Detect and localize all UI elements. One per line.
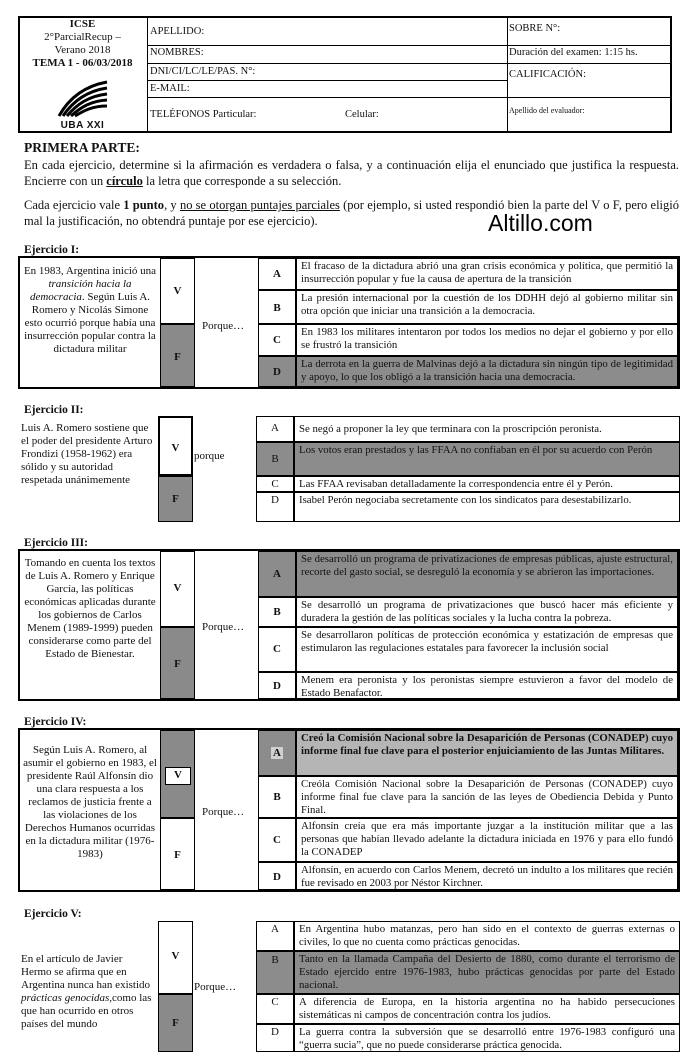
exercise-4-option-d-letter[interactable]: D bbox=[258, 862, 296, 890]
duracion-label: Duración del examen: 1:15 hs. bbox=[509, 47, 638, 58]
exercise-4-option-a-letter[interactable]: A bbox=[258, 730, 296, 776]
exercise-2-statement: Luis A. Romero sostiene que el poder del presidente Arturo Frondizi (1958-1962) era sólido y su autoridad respetada unánimemente bbox=[21, 422, 153, 486]
exercise-1-option-b-text: La presión internacional por la cuestión de los DDHH dejó al gobierno militar sin otra opción que iniciar una transición a la democracia. bbox=[296, 290, 678, 324]
exercise-1-statement: En 1983, Argentina inició una transición hacia la democracia. Según Luis A. Romero y Nicolás Simone esto ocurrió porque había una insurrección popular contra la dictadura militar bbox=[23, 265, 157, 355]
nombres-field[interactable]: NOMBRES: bbox=[150, 47, 204, 58]
exercise-2-porque: porque bbox=[194, 450, 225, 462]
exercise-5-option-b-letter[interactable]: B bbox=[256, 951, 294, 994]
exercise-3-option-a-letter[interactable]: A bbox=[258, 551, 296, 597]
exercise-5-porque: Porque… bbox=[194, 981, 237, 993]
exercise-5 bbox=[18, 921, 680, 1055]
exercise-3-statement: Tomando en cuenta los textos de Luis A. Romero y Enrique García, las políticas económicas aplicadas durante los gobiernos de Carlos Menem (1989-1999) pueden considerarse como parte del Estado de Bienestar. bbox=[24, 557, 156, 660]
exercise-5-option-b-text: Tanto en la llamada Campaña del Desierto de 1880, como durante el terrorismo de Estado ejercido entre 1976-1983, hubo prácticas genocidas por parte del Estado nacional. bbox=[294, 951, 680, 994]
exercise-5-option-c-text: A diferencia de Europa, en la historia argentina no ha habido persecuciones sistemáticas ni campos de concentración contra los judíos. bbox=[294, 994, 680, 1024]
exercise-2-title: Ejercicio II: bbox=[24, 404, 84, 416]
exercise-4-option-a-text: Creó la Comisión Nacional sobre la Desaparición de Personas (CONADEP) cuyo informe final fue clave para el posterior enjuiciamiento de las Juntas Militares. bbox=[296, 730, 678, 776]
exercise-1-option-c-letter[interactable]: C bbox=[258, 324, 296, 356]
exercise-5-title: Ejercicio V: bbox=[24, 908, 82, 920]
logo-text: UBA XXI bbox=[60, 120, 105, 131]
exercise-1-option-d-text: La derrota en la guerra de Malvinas dejó a la dictadura sin ningún tipo de legitimidad y apoyo, lo que los obligó a la transición hacia una democracia. bbox=[296, 356, 678, 387]
exercise-3-option-b-letter[interactable]: B bbox=[258, 597, 296, 627]
instructions-paragraph-1: En cada ejercicio, determine si la afirmación es verdadera o falsa, y a continuación elija el enunciado que justifica la respuesta. Encierre con un círculo la letra que corresponde a su selección. bbox=[24, 158, 679, 188]
celular-field[interactable]: Celular: bbox=[345, 109, 379, 120]
calificacion-field[interactable]: CALIFICACIÓN: bbox=[509, 69, 587, 80]
exercise-1-false-option[interactable]: F bbox=[160, 324, 195, 387]
exercise-1-option-a-letter[interactable]: A bbox=[258, 258, 296, 290]
email-field[interactable]: E-MAIL: bbox=[150, 83, 190, 94]
exercise-4-title: Ejercicio IV: bbox=[24, 716, 87, 728]
logo-box bbox=[18, 16, 148, 133]
exercise-3-title: Ejercicio III: bbox=[24, 537, 88, 549]
exercise-5-true-option[interactable]: V bbox=[158, 921, 193, 994]
exercise-1-true-option[interactable]: V bbox=[160, 258, 195, 324]
exercise-2-option-b-letter[interactable]: B bbox=[256, 442, 294, 476]
exercise-3 bbox=[18, 549, 680, 701]
exam-term: Verano 2018 bbox=[54, 44, 111, 56]
exercise-4-true-option[interactable]: V bbox=[165, 767, 191, 785]
exercise-3-false-option[interactable]: F bbox=[160, 627, 195, 699]
exercise-2-true-option[interactable]: V bbox=[158, 416, 193, 476]
exercise-2 bbox=[18, 416, 680, 522]
exercise-3-option-c-text: Se desarrollaron políticas de protección económica y estatización de empresas que estimularon las regulaciones estatales para favorecer la inclusión social bbox=[296, 627, 678, 672]
exercise-2-option-d-letter[interactable]: D bbox=[256, 492, 294, 522]
exercise-4 bbox=[18, 728, 680, 892]
exercise-1-porque: Porque… bbox=[202, 320, 245, 332]
watermark: Altillo.com bbox=[488, 210, 593, 236]
exercise-2-option-c-letter[interactable]: C bbox=[256, 476, 294, 492]
exercise-2-option-b-text: Los votos eran prestados y las FFAA no confiaban en él por su acuerdo con Perón bbox=[294, 442, 680, 476]
exercise-4-false-option[interactable]: F bbox=[160, 818, 195, 890]
exercise-3-true-option[interactable]: V bbox=[160, 551, 195, 627]
exercise-3-porque: Porque… bbox=[202, 621, 245, 633]
exercise-5-option-d-text: La guerra contra la subversión que se desarrolló entre 1976-1983 configuró una “guerra sucia”, que no puede considerarse práctica genocida. bbox=[294, 1024, 680, 1052]
exercise-1-title: Ejercicio I: bbox=[24, 244, 80, 256]
exercise-5-option-d-letter[interactable]: D bbox=[256, 1024, 294, 1052]
exercise-3-option-c-letter[interactable]: C bbox=[258, 627, 296, 672]
exercise-1-option-c-text: En 1983 los militares intentaron por todos los medios no dejar el gobierno y por ello se frustró la transición bbox=[296, 324, 678, 356]
exercise-2-option-c-text: Las FFAA revisaban detalladamente la correspondencia entre él y Perón. bbox=[294, 476, 680, 492]
exercise-2-false-option[interactable]: F bbox=[158, 476, 193, 522]
instructions-paragraph-2: Cada ejercicio vale 1 punto, y no se otorgan puntajes parciales (por ejemplo, si usted respondió bien la parte del V o F, pero eligió mal la justificación, no obtendrá puntaje por ese ejercicio). bbox=[24, 198, 679, 228]
section-title: PRIMERA PARTE: bbox=[24, 140, 140, 155]
exercise-4-statement: Según Luis A. Romero, al asumir el gobierno en 1983, el presidente Raúl Alfonsín dio una clara respuesta a los reclamos de justicia frente a las violaciones de los Derechos Humanos ocurridas en la dictadura militar (1976-1983) bbox=[23, 744, 157, 860]
header-divider bbox=[507, 16, 508, 133]
exercise-4-option-d-text: Alfonsín, en acuerdo con Carlos Menem, decretó un indulto a los militares que recién fue revisado en 2003 por Néstor Kirchner. bbox=[296, 862, 678, 890]
exercise-4-option-c-letter[interactable]: C bbox=[258, 818, 296, 862]
exercise-2-option-a-letter[interactable]: A bbox=[256, 416, 294, 442]
exam-theme: TEMA 1 - 06/03/2018 bbox=[32, 57, 133, 69]
exercise-4-option-c-text: Alfonsín creía que era más importante juzgar a la institución militar que a las personas que habían llevado adelante la dictadura iniciada en 1976 y para ello fundó la CONADEP bbox=[296, 818, 678, 862]
exercise-3-option-d-letter[interactable]: D bbox=[258, 672, 296, 699]
exercise-2-option-d-text: Isabel Perón negociaba secretamente con los sindicatos para desestabilizarlo. bbox=[294, 492, 680, 522]
exercise-4-option-b-text: Creóla Comisión Nacional sobre la Desaparición de Personas (CONADEP) cuyo informe final fue clave para la sanción de las leyes de Obediencia Debida y Punto Final. bbox=[296, 776, 678, 818]
exercise-5-option-a-text: En Argentina hubo matanzas, pero han sido en el contexto de guerras externas o civiles, lo que no cuenta como prácticas genocidas. bbox=[294, 921, 680, 951]
exercise-3-option-d-text: Menem era peronista y los peronistas siempre estuvieron a favor del modelo de Estado Benafactor. bbox=[296, 672, 678, 699]
exercise-5-statement: En el artículo de Javier Hermo se afirma que en Argentina nunca han existido prácticas genocidas,como las que han ocurrido en otros países del mundo bbox=[21, 953, 152, 1030]
uba-logo-icon bbox=[55, 78, 111, 118]
exam-name: 2°ParcialRecup – bbox=[44, 31, 121, 43]
exercise-2-option-a-text: Se negó a proponer la ley que terminara con la proscripción peronista. bbox=[294, 416, 680, 442]
exercise-4-porque: Porque… bbox=[202, 806, 245, 818]
exercise-1-option-a-text: El fracaso de la dictadura abrió una gran crisis económica y política, que permitió la insurrección popular y fue la causa de apertura de la transición bbox=[296, 258, 678, 290]
apellido-field[interactable]: APELLIDO: bbox=[150, 26, 205, 37]
exercise-4-option-b-letter[interactable]: B bbox=[258, 776, 296, 818]
exercise-1-option-d-letter[interactable]: D bbox=[258, 356, 296, 387]
telefono-field[interactable]: TELÉFONOS Particular: bbox=[150, 109, 257, 120]
institution: ICSE bbox=[69, 18, 96, 30]
exercise-3-option-a-text: Se desarrolló un programa de privatizaciones de empresas públicas, ajuste estructural, recorte del gasto social, se desreguló la economía y se abrieron las importaciones. bbox=[296, 551, 678, 597]
evaluador-field[interactable]: Apellido del evaluador: bbox=[509, 106, 585, 115]
sobre-field[interactable]: SOBRE N°: bbox=[509, 23, 561, 34]
exercise-3-option-b-text: Se desarrolló un programa de privatizaciones que buscó hacer más eficiente y duradera la gestión de las políticas sociales y la lucha contra la pobreza. bbox=[296, 597, 678, 627]
exercise-5-false-option[interactable]: F bbox=[158, 994, 193, 1052]
exercise-5-option-c-letter[interactable]: C bbox=[256, 994, 294, 1024]
exercise-1-option-b-letter[interactable]: B bbox=[258, 290, 296, 324]
exercise-4-true-cell bbox=[160, 730, 195, 818]
exercise-1 bbox=[18, 256, 680, 389]
exercise-5-option-a-letter[interactable]: A bbox=[256, 921, 294, 951]
dni-field[interactable]: DNI/CI/LC/LE/PAS. N°: bbox=[150, 66, 256, 77]
